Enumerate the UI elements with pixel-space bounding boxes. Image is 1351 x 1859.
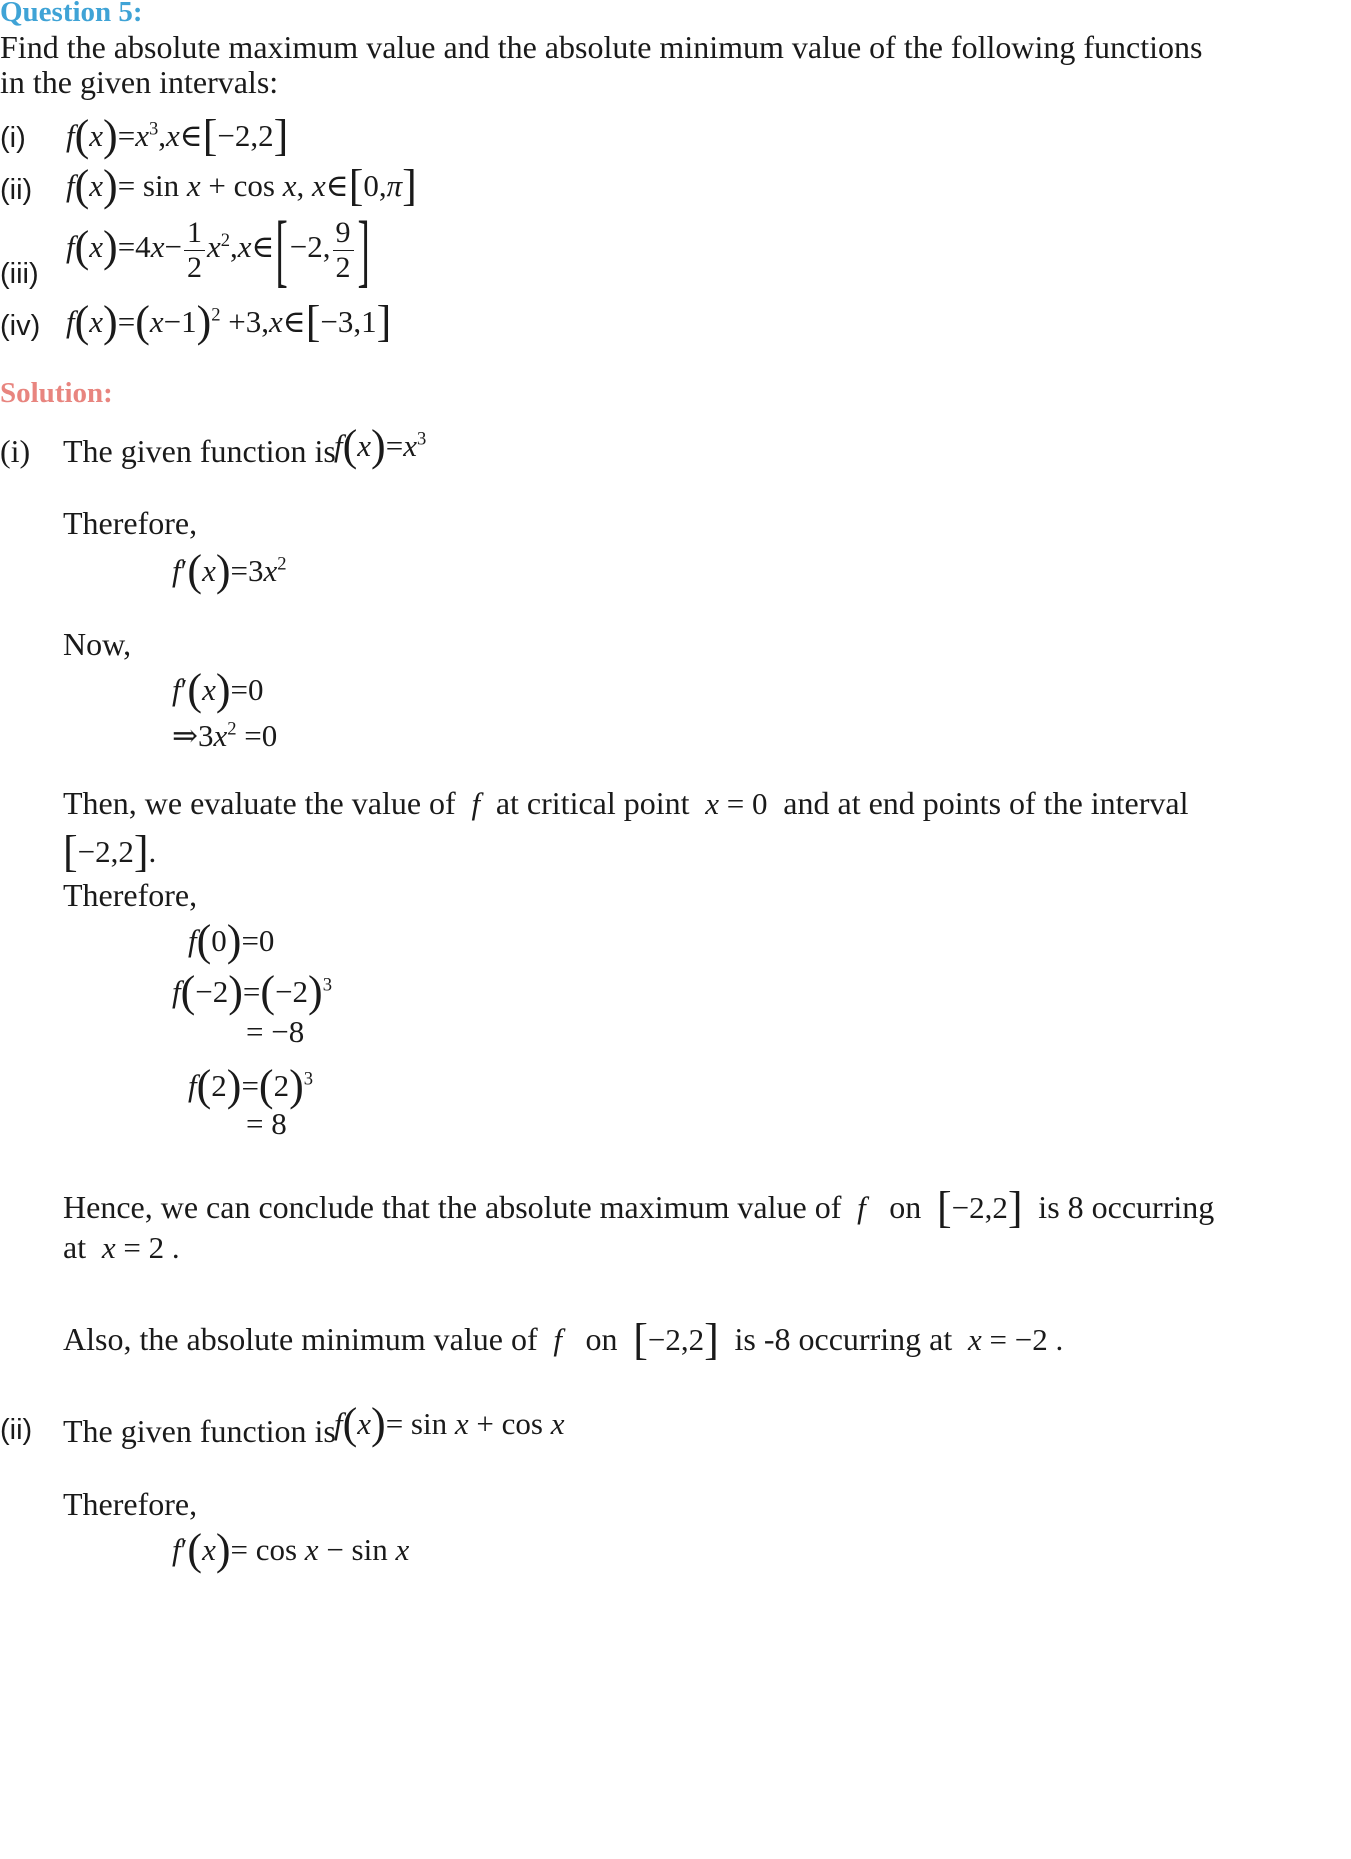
part-ii-label: (ii) <box>0 174 33 206</box>
derivative-equation: $f'(x)=3x^2$ <box>172 546 287 595</box>
part-iii-label: (iii) <box>0 258 39 290</box>
hence-text-a: Hence, we can conclude that the absolute maximum value of <box>63 1189 842 1225</box>
part-iii-expression: f(x)=4x− $\frac{1}{2}$ $x^2,x\in[-2$, $\frac{9}{2}$ ] <box>66 204 370 295</box>
then-text-b: at critical point <box>495 785 690 821</box>
also-text-c: occurring at <box>798 1321 953 1357</box>
solution-part-i-therefore2: Therefore, <box>63 877 198 913</box>
part-i-label: (i) <box>0 122 26 154</box>
then-text-a: Then, we evaluate the value of <box>63 785 456 821</box>
solution-part-ii-intro: The given function is <box>63 1413 336 1449</box>
solution-part-i-function: $f(x)=x^3$ <box>334 421 427 470</box>
solution-part-i-then-line: Then, we evaluate the value of f at critical point x = 0 and at end points of the interval <box>63 785 1189 821</box>
part-iv-label: (iv) <box>0 310 41 342</box>
question-prompt-line2: in the given intervals: <box>0 64 279 100</box>
critical-point-equation: $\Rightarrow 3x^2 =0$ <box>172 718 278 753</box>
part-i-expression: $f(x)=x^3,x\in[-2,2]$ <box>66 111 289 160</box>
solution-part-ii-label: (ii) <box>0 1414 33 1446</box>
solution-part-i-intro: The given function is <box>63 433 336 469</box>
solution-title: Solution: <box>0 377 113 409</box>
hence-text-on: on <box>889 1189 922 1225</box>
solution-part-ii-function: f(x)= sin x + cos x <box>334 1399 565 1448</box>
f-of-minus-two: $f(-2)=(-2)^3$ <box>172 967 332 1016</box>
part-ii-derivative: f′(x)= cos x − sin x <box>172 1525 410 1574</box>
also-text-val: -8 <box>763 1321 791 1357</box>
solution-part-ii-therefore1: Therefore, <box>63 1486 198 1522</box>
part-ii-expression: f(x)= sin x + cos x, x∈[0,π] <box>66 161 417 210</box>
solution-part-i-now: Now, <box>63 626 132 662</box>
f-of-minus-two-result: = −8 <box>246 1014 305 1049</box>
f-of-two-result: = 8 <box>246 1106 287 1141</box>
f-of-two: $f(2)=(2)^3$ <box>188 1061 314 1110</box>
solution-part-i-label: (i) <box>0 433 31 469</box>
question-title: Question 5: <box>0 0 143 28</box>
also-text-on: on <box>585 1321 618 1357</box>
interval-bracket: [−2,2]. <box>63 827 157 876</box>
also-line: Also, the absolute minimum value of f on [−2,2] is -8 occurring at x = −2 . <box>63 1315 1064 1364</box>
question-prompt-line1: Find the absolute maximum value and the absolute minimum value of the following functions <box>0 29 1203 65</box>
then-text-c: and at end points of the interval <box>783 785 1189 821</box>
hence-text-b: is 8 occurring <box>1038 1189 1215 1225</box>
derivative-zero-equation: f′(x)=0 <box>172 665 264 714</box>
also-text-b: is <box>734 1321 756 1357</box>
hence-line2: at x = 2 . <box>63 1229 180 1265</box>
also-text-a: Also, the absolute minimum value of <box>63 1321 538 1357</box>
hence-text-at: at <box>63 1229 87 1265</box>
hence-line: Hence, we can conclude that the absolute maximum value of f on [−2,2] is 8 occurring <box>63 1183 1215 1232</box>
part-iv-expression: $f(x)=(x-1)^2$ +3,x∈[−3,1] <box>66 297 392 346</box>
f-of-zero: f(0)=0 <box>188 916 275 965</box>
solution-part-i-therefore1: Therefore, <box>63 505 198 541</box>
